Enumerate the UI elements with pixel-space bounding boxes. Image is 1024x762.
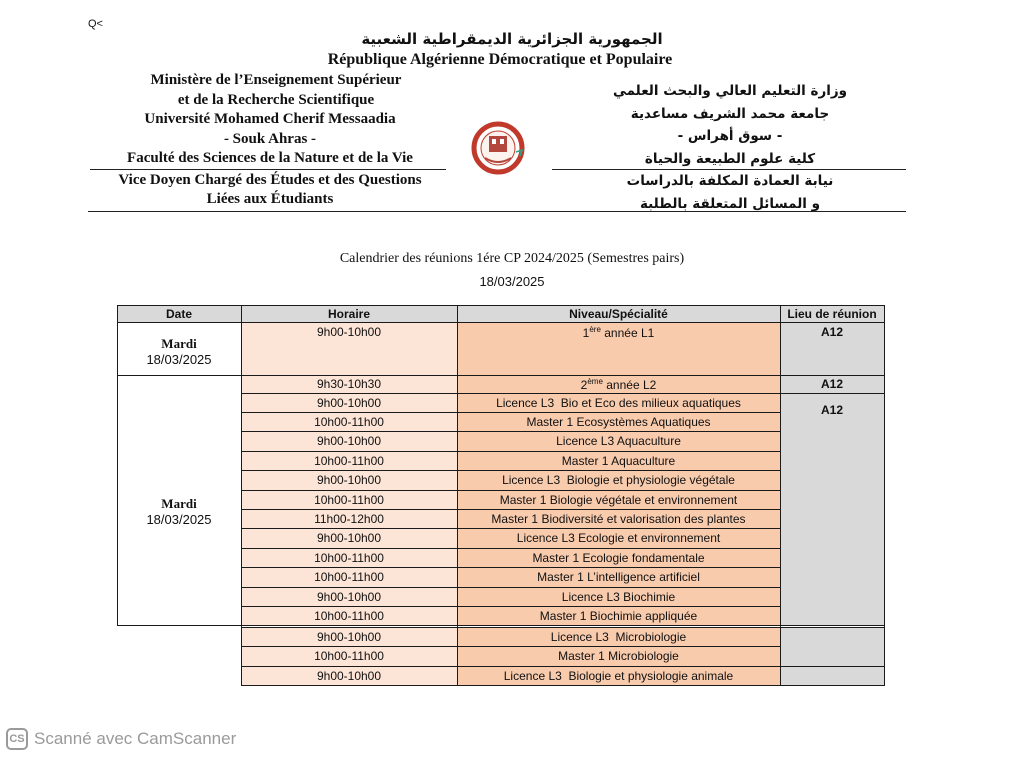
table-rule xyxy=(241,548,781,549)
table-rule xyxy=(241,606,781,607)
table-rule xyxy=(241,528,781,529)
horaire-cell: 9h00-10h00 xyxy=(241,470,457,490)
table-rule xyxy=(241,451,781,452)
niveau-rest: année L2 xyxy=(602,377,657,392)
ar-city: - سوق أهراس - xyxy=(677,128,783,144)
horaire-cell: 10h00-11h00 xyxy=(241,412,457,431)
table-rule xyxy=(457,305,458,685)
ar-vice-line-2: و المسائل المتعلقة بالطلبة xyxy=(639,195,821,212)
table-rule xyxy=(780,393,885,394)
camscanner-watermark xyxy=(6,728,236,750)
date-cell xyxy=(117,322,241,375)
city-name: - Souk Ahras - xyxy=(223,130,317,147)
niveau-cell: Master 1 Aquaculture xyxy=(457,451,780,470)
table-rule xyxy=(117,625,885,626)
horaire-cell: 10h00-11h00 xyxy=(241,490,457,509)
table-rule xyxy=(241,470,781,471)
table-rule xyxy=(241,412,781,413)
niveau-cell xyxy=(457,375,780,393)
table-rule xyxy=(117,305,885,306)
horaire-cell: 9h30-10h30 xyxy=(241,375,457,393)
niveau-cell: Master 1 Biodiversité et valorisation des plantes xyxy=(457,509,780,528)
meeting-day: Mardi xyxy=(161,335,197,351)
document-date: 18/03/2025 xyxy=(479,274,545,289)
niveau-ordinal: ère xyxy=(589,325,601,334)
niveau-cell: Master 1 Biologie végétale et environnement xyxy=(457,490,780,509)
meeting-day: Mardi xyxy=(161,496,197,511)
lieu-cell-empty xyxy=(780,627,884,666)
horaire-cell: 9h00-10h00 xyxy=(241,587,457,606)
table-rule xyxy=(241,587,781,588)
ar-vice-line-1: نيابة العمادة المكلفة بالدراسات xyxy=(626,173,834,189)
lieu-cell-empty xyxy=(780,666,884,685)
table-rule xyxy=(117,375,885,376)
document-title: Calendrier des réunions 1ére CP 2024/2025 (Semestres pairs) xyxy=(339,251,685,266)
french-republic-heading: République Algérienne Démocratique et Populaire xyxy=(327,51,673,68)
ar-faculty: كلية علوم الطبيعة والحياة xyxy=(644,150,816,167)
niveau-cell: Master 1 Biochimie appliquée xyxy=(457,606,780,626)
arabic-republic-heading: الجمهورية الجزائرية الديمقراطية الشعبية xyxy=(361,30,663,48)
horaire-cell: 11h00-12h00 xyxy=(241,509,457,528)
lieu-cell: A12 xyxy=(780,393,884,626)
horaire-cell: 9h00-10h00 xyxy=(241,393,457,412)
header-horaire: Horaire xyxy=(241,305,457,322)
header-niveau: Niveau/Spécialité xyxy=(457,305,780,322)
niveau-cell: Licence L3 Biologie et physiologie animale xyxy=(457,666,780,685)
ar-ministry: وزارة التعليم العالي والبحث العلمي xyxy=(612,83,848,99)
table-rule xyxy=(241,685,885,686)
horaire-cell: 10h00-11h00 xyxy=(241,646,457,666)
ministry-line-1: Ministère de l’Enseignement Supérieur xyxy=(150,72,402,88)
header-lieu: Lieu de réunion xyxy=(780,305,884,322)
niveau-ordinal: ème xyxy=(587,376,603,386)
header-date: Date xyxy=(117,305,241,322)
horaire-cell: 10h00-11h00 xyxy=(241,567,457,587)
horaire-cell: 10h00-11h00 xyxy=(241,606,457,626)
niveau-cell: Licence L3 Ecologie et environnement xyxy=(457,528,780,548)
table-rule xyxy=(780,666,885,667)
table-rule xyxy=(241,305,242,685)
table-rule xyxy=(884,305,885,685)
table-rule xyxy=(241,490,781,491)
table-rule xyxy=(241,431,781,432)
table-rule xyxy=(780,305,781,685)
niveau-cell: Master 1 Ecosystèmes Aquatiques xyxy=(457,412,780,431)
faculty-name: Faculté des Sciences de la Nature et de la Vie xyxy=(127,150,413,166)
table-rule xyxy=(241,567,781,568)
table-rule xyxy=(241,646,781,647)
niveau-cell: Licence L3 Biologie et physiologie végétale xyxy=(457,470,780,490)
niveau-rest: année L1 xyxy=(600,326,655,340)
niveau-cell xyxy=(457,322,780,375)
niveau-number: 2 xyxy=(580,377,588,392)
meeting-date: 18/03/2025 xyxy=(146,351,212,367)
vice-dean-line-2: Liées aux Étudiants xyxy=(206,191,334,207)
table-rule xyxy=(241,393,781,394)
table-rule xyxy=(117,305,118,626)
horaire-cell: 9h00-10h00 xyxy=(241,666,457,685)
niveau-cell: Master 1 L’intelligence artificiel xyxy=(457,567,780,587)
vice-dean-line-1: Vice Doyen Chargé des Études et des Questions xyxy=(118,171,422,188)
date-cell xyxy=(117,375,241,626)
university-name: Université Mohamed Cherif Messaadia xyxy=(144,111,396,127)
niveau-cell: Licence L3 Biochimie xyxy=(457,587,780,606)
horaire-cell: 9h00-10h00 xyxy=(241,528,457,548)
niveau-cell: Licence L3 Microbiologie xyxy=(457,627,780,646)
horaire-cell: 10h00-11h00 xyxy=(241,451,457,470)
camscanner-icon: CS xyxy=(6,728,28,750)
ministry-line-2: et de la Recherche Scientifique xyxy=(177,91,375,108)
corner-mark: Q< xyxy=(88,18,103,30)
niveau-cell: Licence L3 Aquaculture xyxy=(457,431,780,451)
table-rule xyxy=(117,322,885,323)
horaire-cell: 9h00-10h00 xyxy=(241,627,457,646)
horaire-cell: 9h00-10h00 xyxy=(241,431,457,451)
horaire-cell: 10h00-11h00 xyxy=(241,548,457,567)
camscanner-label: Scanné avec CamScanner xyxy=(34,729,237,748)
horaire-cell: 9h00-10h00 xyxy=(241,322,457,375)
niveau-cell: Licence L3 Bio et Eco des milieux aquatiques xyxy=(457,393,780,412)
table-rule xyxy=(241,627,885,628)
table-rule xyxy=(241,509,781,510)
niveau-cell: Master 1 Microbiologie xyxy=(457,646,780,666)
ar-university: جامعة محمد الشريف مساعدية xyxy=(630,105,830,122)
table-rule xyxy=(241,666,781,667)
niveau-cell: Master 1 Ecologie fondamentale xyxy=(457,548,780,567)
lieu-cell: A12 xyxy=(780,322,884,375)
meeting-date: 18/03/2025 xyxy=(146,512,212,527)
niveau-number: 1 xyxy=(582,326,590,340)
lieu-cell: A12 xyxy=(780,375,884,393)
